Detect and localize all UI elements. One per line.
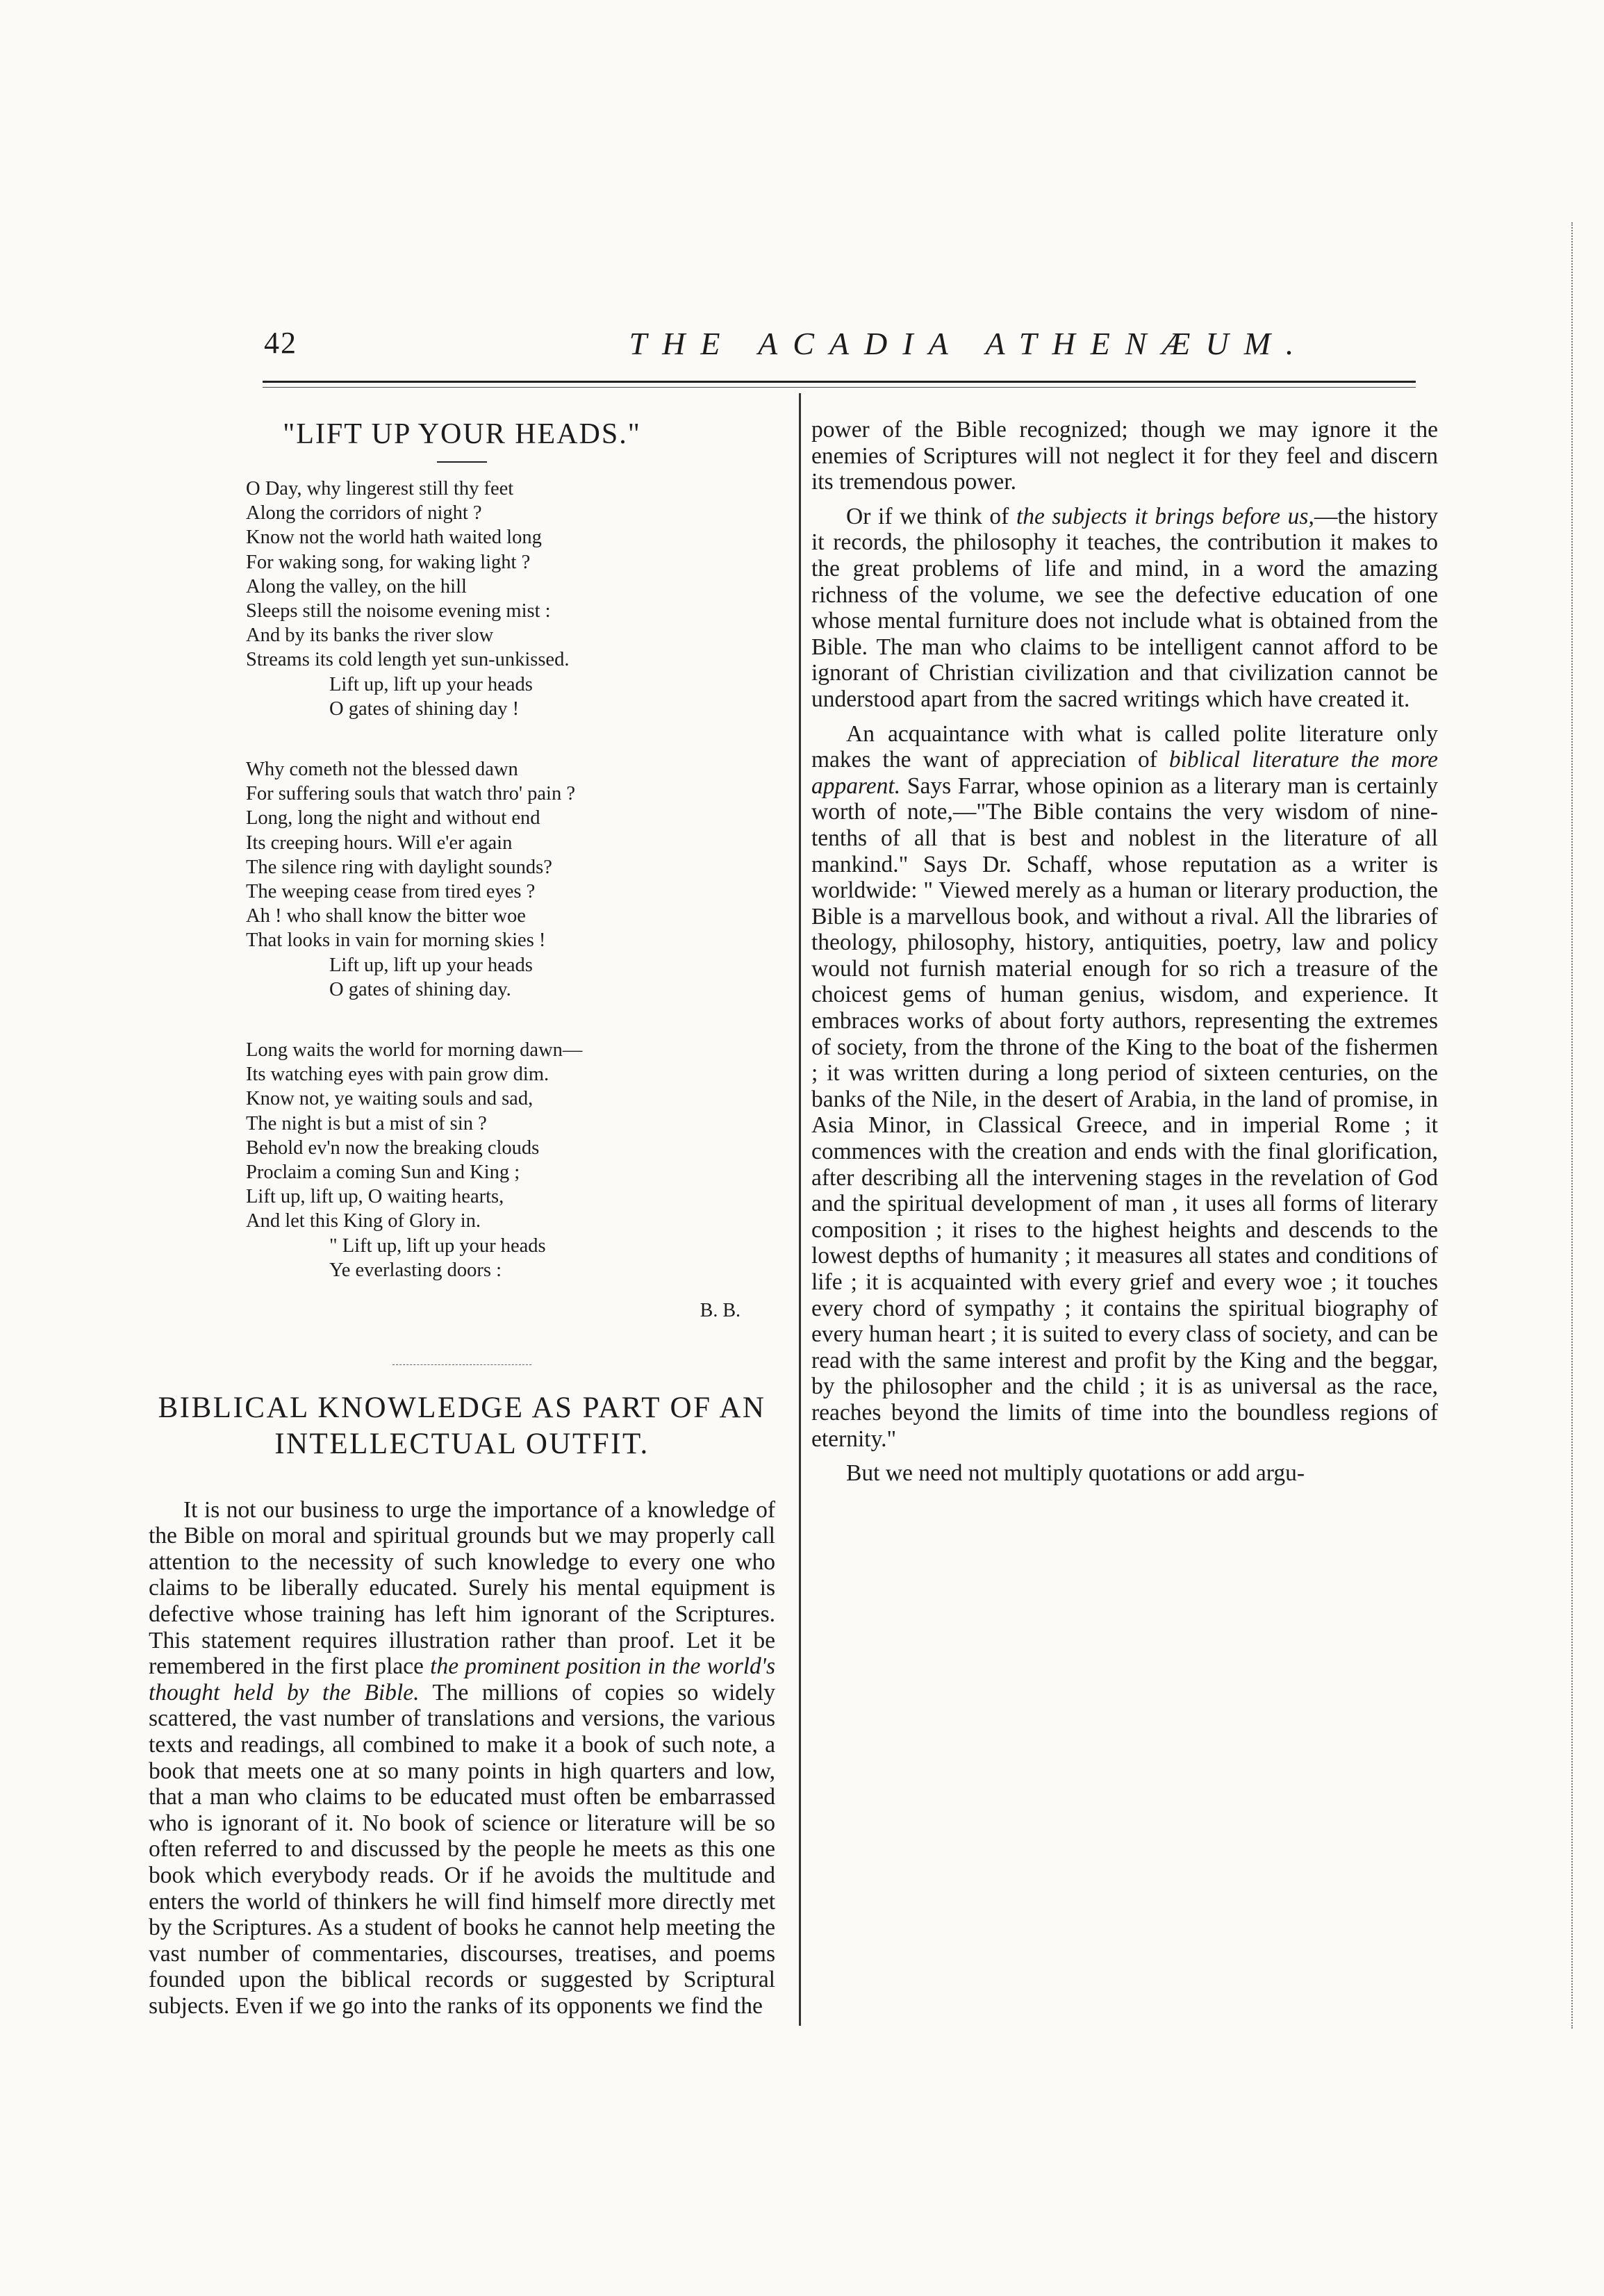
poem-stanza xyxy=(246,1038,775,1282)
poem-line: Ah ! who shall know the bitter woe xyxy=(246,905,526,927)
poem-line: Why cometh not the blessed dawn xyxy=(246,759,518,781)
poem-title-rule xyxy=(437,461,487,463)
poem-line: For suffering souls that watch thro' pain ? xyxy=(246,783,575,805)
poem-line: Long waits the world for morning dawn— xyxy=(246,1039,583,1062)
running-title: THE ACADIA ATHENÆUM. xyxy=(629,326,1309,361)
poem-line: And by its banks the river slow xyxy=(246,625,494,647)
poem-refrain: Ye everlasting doors : xyxy=(329,1259,502,1281)
paragraph-text: It is not our business to urge the importance of a knowledge of the Bible on moral and spiritual grounds but we may properly call attention to the necessity of such knowledge to every one who claims to be liberally educated. Surely his mental equipment is defective whose training has left him ignorant of the Scriptures. This statement requires illustration rather than proof. Let it be remembered in the first place xyxy=(149,1496,775,1680)
poem-line: Along the corridors of night ? xyxy=(246,502,482,525)
poem-refrain: Lift up, lift up your heads xyxy=(329,954,533,976)
paragraph-text: But we need not multiply quotations or add argu- xyxy=(846,1460,1305,1487)
poem-refrain: O gates of shining day ! xyxy=(329,697,520,720)
column-divider xyxy=(799,393,801,2026)
article-paragraph xyxy=(149,1497,775,2020)
poem-line: The night is but a mist of sin ? xyxy=(246,1112,487,1134)
poem-line: The weeping cease from tired eyes ? xyxy=(246,881,536,903)
poem-line: And let this King of Glory in. xyxy=(246,1210,481,1232)
poem-line: Along the valley, on the hill xyxy=(246,575,467,597)
page-number: 42 xyxy=(264,326,297,360)
poem-line: For waking song, for waking light ? xyxy=(246,551,531,573)
page-edge-line xyxy=(1571,222,1573,2029)
poem-signature: B. B. xyxy=(700,1300,741,1322)
paragraph-text: —the history it records, the philosophy it teaches, the contribution it makes to the great problems of life and mind, in a word the amazing richness of the volume, we see the defective education of one whose mental furniture does not include what is obtained from the Bible. The man who claims to be intelligent cannot afford to be ignorant of Christian civilization and that civilization cannot be understood apart from the sacred writings which have created it. xyxy=(811,503,1439,712)
poem-line: That looks in vain for morning skies ! xyxy=(246,930,546,952)
poem-line: Its creeping hours. Will e'er again xyxy=(246,832,513,854)
paragraph-text: An acquaintance with what is called polite literature only makes the want of appreciation of xyxy=(811,720,1438,773)
paragraph-emphasis: biblical literature the more apparent. xyxy=(811,747,1438,799)
article-paragraph-continued: power of the Bible recognized; though we may ignore it the enemies of Scriptures will not neglect it for they feel and discern its tremendous power. xyxy=(811,417,1438,495)
poem-line: Long, long the night and without end xyxy=(246,807,540,829)
header-rule xyxy=(263,381,1416,388)
paragraph-text: The millions of copies so widely scattered, the vast number of translations and versions, the various texts and readings, all combined to make it a book of such note, a book that meets one at so many points in high quarters and low, that a man who claims to be educated must often be embarrassed who is ignorant of it. No book of science or literature will be so often referred to and discussed by the people he meets as this one book which everybody reads. Or if he avoids the multitude and enters the world of thinkers he will find himself more directly met by the Scriptures. As a student of books he cannot help meeting the vast number of commentaries, discourses, treatises, and poems founded upon the biblical records or suggested by Scriptural subjects. Even if we go into the ranks of its opponents we find the xyxy=(149,1679,775,2019)
article-title-line: INTELLECTUAL OUTFIT. xyxy=(274,1427,650,1460)
left-column xyxy=(149,417,775,2028)
poem-line: Know not, ye waiting souls and sad, xyxy=(246,1088,534,1110)
paragraph-emphasis: the prominent position in the world's thought held by the Bible. xyxy=(149,1653,775,1706)
poem-line: O Day, why lingerest still thy feet xyxy=(246,478,514,499)
poem-title: "LIFT UP YOUR HEADS." xyxy=(283,418,641,450)
article-title xyxy=(149,1390,775,1462)
right-column xyxy=(811,417,1438,1495)
article-title-line: BIBLICAL KNOWLEDGE AS PART OF AN xyxy=(158,1391,766,1424)
article-paragraph xyxy=(811,504,1438,713)
poem-refrain: O gates of shining day. xyxy=(329,978,511,1000)
section-separator xyxy=(392,1364,531,1365)
article-paragraph xyxy=(811,1460,1438,1487)
poem-line: Lift up, lift up, O waiting hearts, xyxy=(246,1186,504,1208)
poem-line: Streams its cold length yet sun-unkissed. xyxy=(246,649,570,671)
page-header xyxy=(264,325,1438,374)
poem-line: Sleeps still the noisome evening mist : xyxy=(246,600,551,622)
poem-line: Its watching eyes with pain grow dim. xyxy=(246,1064,549,1086)
poem-line: Proclaim a coming Sun and King ; xyxy=(246,1162,520,1184)
poem-refrain: Lift up, lift up your heads xyxy=(329,673,533,695)
paragraph-text: Or if we think of xyxy=(846,503,1016,529)
poem-line: Know not the world hath waited long xyxy=(246,527,542,549)
paragraph-text: Says Farrar, whose opinion as a literary man is certainly worth of note,—"The Bible contains the very wisdom of nine-tenths of all that is best and noblest in the literature of all mankind." Says Dr. Schaff, whose reputation as a writer is worldwide: " Viewed merely as a human or literary production, the Bible is a marvellous book, and without a rival. All the libraries of theology, philosophy, history, antiquities, poetry, law and policy would not furnish material enough for so rich a treasure of the choicest gems of human genius, wisdom, and experience. It embraces works of about forty authors, representing the extremes of society, from the throne of the King to the boat of the fishermen ; it was written during a long period of sixteen centuries, on the banks of the Nile, in the desert of Arabia, in the land of promise, in Asia Minor, in Classical Greece, and in imperial Rome ; it commences with the creation and ends with the final glorification, after describing all the intervening stages in the revelation of God and the spiritual development of man , it uses all forms of literary composition ; it rises to the highest heights and descends to the lowest depths of humanity ; it measures all states and conditions of life ; it is acquainted with every grief and every woe ; it touches every chord of sympathy ; it contains the spiritual biography of every human heart ; it is suited to every class of society, and can be read with the same interest and profit by the King and the beggar, by the philosopher and the child ; it is as universal as the race, reaches beyond the limits of time into the boundless regions of eternity." xyxy=(811,773,1438,1452)
poem-line: Behold ev'n now the breaking clouds xyxy=(246,1137,540,1159)
paragraph-emphasis: the subjects it brings before us, xyxy=(1016,503,1314,529)
poem-refrain: " Lift up, lift up your heads xyxy=(329,1234,546,1257)
poem-stanza xyxy=(246,757,775,1002)
article-paragraph xyxy=(811,721,1438,1453)
poem-stanza xyxy=(246,477,775,721)
poem-line: The silence ring with daylight sounds? xyxy=(246,856,552,878)
